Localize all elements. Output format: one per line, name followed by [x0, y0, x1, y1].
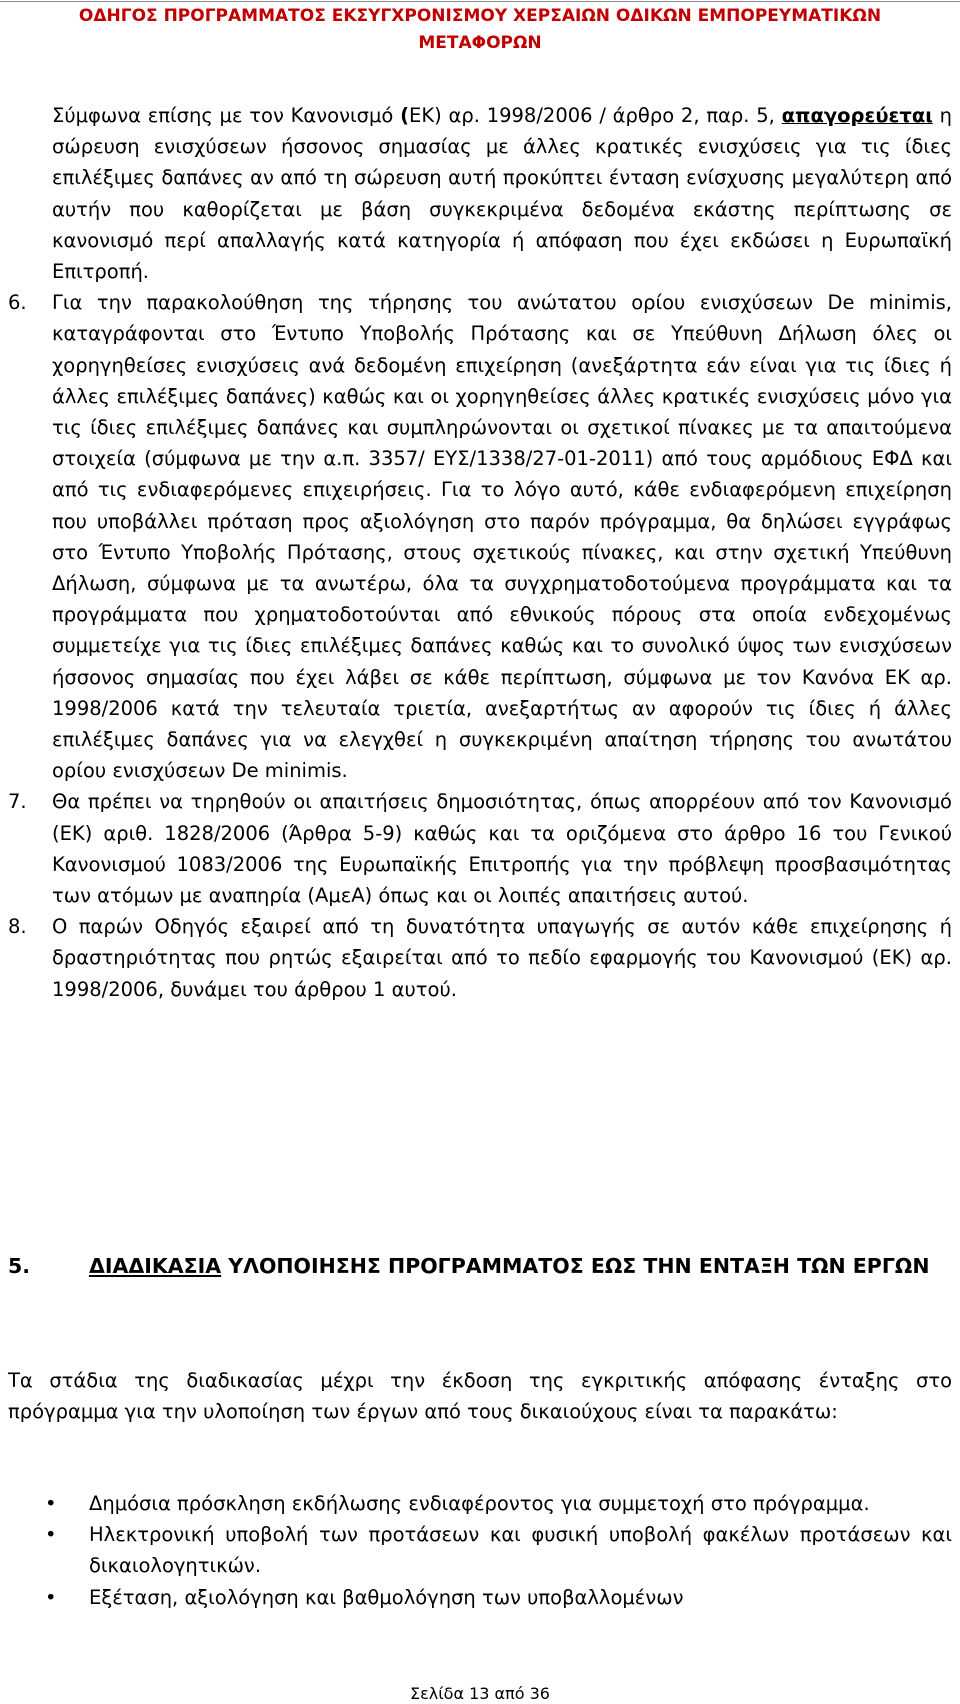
item-number: 7.: [8, 790, 27, 814]
para-text-rest: η σώρευση ενισχύσεων ήσσονος σημασίας με άλλες κρατικές ενισχύσεις για τις ίδιες επιλέξιμες δαπάνες αν από τη σώρευση αυτή προκύπτει ένταση ενίσχυσης μεγαλύτερη από αυτήν που καθορίζεται με βάση συγκεκριμένα δεδομένα εκάστης περίπτωσης σε κανονισμό περί απαλλαγής κατά κατηγορία ή απόφαση που έχει εκδώσει η Ευρωπαϊκή Επιτροπή.: [52, 104, 952, 284]
emphasis-prohibited: απαγορεύεται: [781, 104, 933, 127]
item-text: Θα πρέπει να τηρηθούν οι απαιτήσεις δημοσιότητας, όπως απορρέουν από τον Κανονισμό (ΕΚ) αριθ. 1828/2006 (Άρθρα 5-9) καθώς και τα οριζόμενα στο άρθρο 16 του Γενικού Κανονισμού 1083/2006 της Ευρωπαϊκής Επιτροπής για την πρόβλεψη προσβασιμότητας των ατόμων με αναπηρία (ΑμεΑ) όπως και οι λοιπές απαιτήσεις αυτού.: [52, 790, 952, 908]
section-number: 5.: [8, 1254, 31, 1278]
list-item: [8, 1488, 952, 1519]
section-title-underlined: ΔΙΑΔΙΚΑΣΙΑ: [89, 1254, 222, 1278]
para-bold-paren: (: [400, 104, 409, 127]
item-number: 6.: [8, 291, 27, 315]
bullet-text: Εξέταση, αξιολόγηση και βαθμολόγηση των υποβαλλομένων: [89, 1585, 684, 1609]
bullet-text: Ηλεκτρονική υποβολή των προτάσεων και φυσική υποβολή φακέλων προτάσεων και δικαιολογητικών.: [89, 1523, 952, 1578]
paragraph-cumulation: [52, 100, 952, 287]
page-footer: Σελίδα 13 από 36: [410, 1684, 550, 1703]
section-title-rest: ΥΛΟΠΟΙΗΣΗΣ ΠΡΟΓΡΑΜΜΑΤΟΣ ΕΩΣ ΤΗΝ ΕΝΤΑΞΗ ΤΩΝ ΕΡΓΩΝ: [221, 1254, 930, 1278]
item-text: Ο παρών Οδηγός εξαιρεί από τη δυνατότητα υπαγωγής σε αυτόν κάθε επιχείρησης ή δραστηριότητας που ρητώς εξαιρείται από το πεδίο εφαρμογής του Κανονισμού (ΕΚ) αρ. 1998/2006, δυνάμει του άρθρου 1 αυτού.: [52, 915, 952, 1001]
page-header: [0, 0, 960, 57]
bullet-icon: •: [45, 1492, 57, 1515]
list-item-8: [8, 911, 952, 1005]
list-item-7: [8, 786, 952, 911]
section-heading: [8, 1250, 952, 1282]
bullet-icon: •: [45, 1585, 57, 1609]
para-text-start: Σύμφωνα επίσης με τον Κανονισμό: [52, 104, 401, 127]
header-rule: [0, 1, 960, 2]
para-text-ref: ΕΚ) αρ. 1998/2006 / άρθρο 2, παρ. 5,: [409, 104, 782, 127]
document-body: [8, 100, 952, 1005]
bullet-text: Δημόσια πρόσκληση εκδήλωσης ενδιαφέροντος για συμμετοχή στο πρόγραμμα.: [89, 1492, 870, 1515]
item-number: 8.: [8, 915, 27, 939]
header-title: ΟΔΗΓΟΣ ΠΡΟΓΡΑΜΜΑΤΟΣ ΕΚΣΥΓΧΡΟΝΙΣΜΟΥ ΧΕΡΣΑΙΩΝ ΟΔΙΚΩΝ ΕΜΠΟΡΕΥΜΑΤΙΚΩΝ ΜΕΤΑΦΟΡΩΝ: [78, 6, 882, 53]
list-item: [8, 1519, 952, 1581]
section-title: [89, 1250, 952, 1282]
section-intro: Τα στάδια της διαδικασίας μέχρι την έκδοση της εγκριτικής απόφασης ένταξης στο πρόγραμμα για την υλοποίηση των έργων από τους δικαιούχους είναι τα παρακάτω:: [8, 1369, 952, 1424]
bullet-icon: •: [45, 1523, 57, 1547]
list-item: [8, 1582, 952, 1613]
list-item-6: [8, 287, 952, 786]
item-text: Για την παρακολούθηση της τήρησης του ανώτατου ορίου ενισχύσεων De minimis, καταγράφονται στο Έντυπο Υποβολής Πρότασης και σε Υπεύθυνη Δήλωση όλες οι χορηγηθείσες ενισχύσεις ανά δεδομένη επιχείρηση (ανεξάρτητα εάν είναι για τις ίδιες ή άλλες επιλέξιμες δαπάνες) καθώς και οι χορηγηθείσες άλλες κρατικές ενισχύσεις μόνο για τις ίδιες επιλέξιμες δαπάνες και συμπληρώνονται οι σχετικοί πίνακες με τα απαιτούμενα στοιχεία (σύμφωνα με την α.π. 3357/ ΕΥΣ/1338/27-01-2011) από τους αρμόδιους ΕΦΔ και από τις ενδιαφερόμενες επιχειρήσεις. Για το λόγο αυτό, κάθε ενδιαφερόμενη επιχείρηση που υποβάλλει πρόταση προς αξιολόγηση στο παρόν πρόγραμμα, θα δηλώσει εγγράφως στο Έντυπο Υποβολής Πρότασης, στους σχετικούς πίνακες, και στην σχετική Υπεύθυνη Δήλωση, σύμφωνα με τα ανωτέρω, όλα τα συγχρηματοδοτούμενα προγράμματα και τα προγράμματα που χρηματοδοτούνται από εθνικούς πόρους στα οποία ενδεχομένως συμμετείχε για τις ίδιες επιλέξιμες δαπάνες καθώς και το συνολικό ύψος των ενισχύσεων ήσσονος σημασίας που έχει λάβει σε κάθε περίπτωση, σύμφωνα με τον Κανόνα ΕΚ αρ. 1998/2006 κατά την τελευταία τριετία, ανεξαρτήτως αν αφορούν τις ίδιες ή άλλες επιλέξιμες δαπάνες για να ελεγχθεί η συγκεκριμένη απαίτηση τήρησης του ανωτάτου ορίου ενισχύσεων De minimis.: [52, 291, 952, 783]
bullet-list: [8, 1488, 952, 1613]
